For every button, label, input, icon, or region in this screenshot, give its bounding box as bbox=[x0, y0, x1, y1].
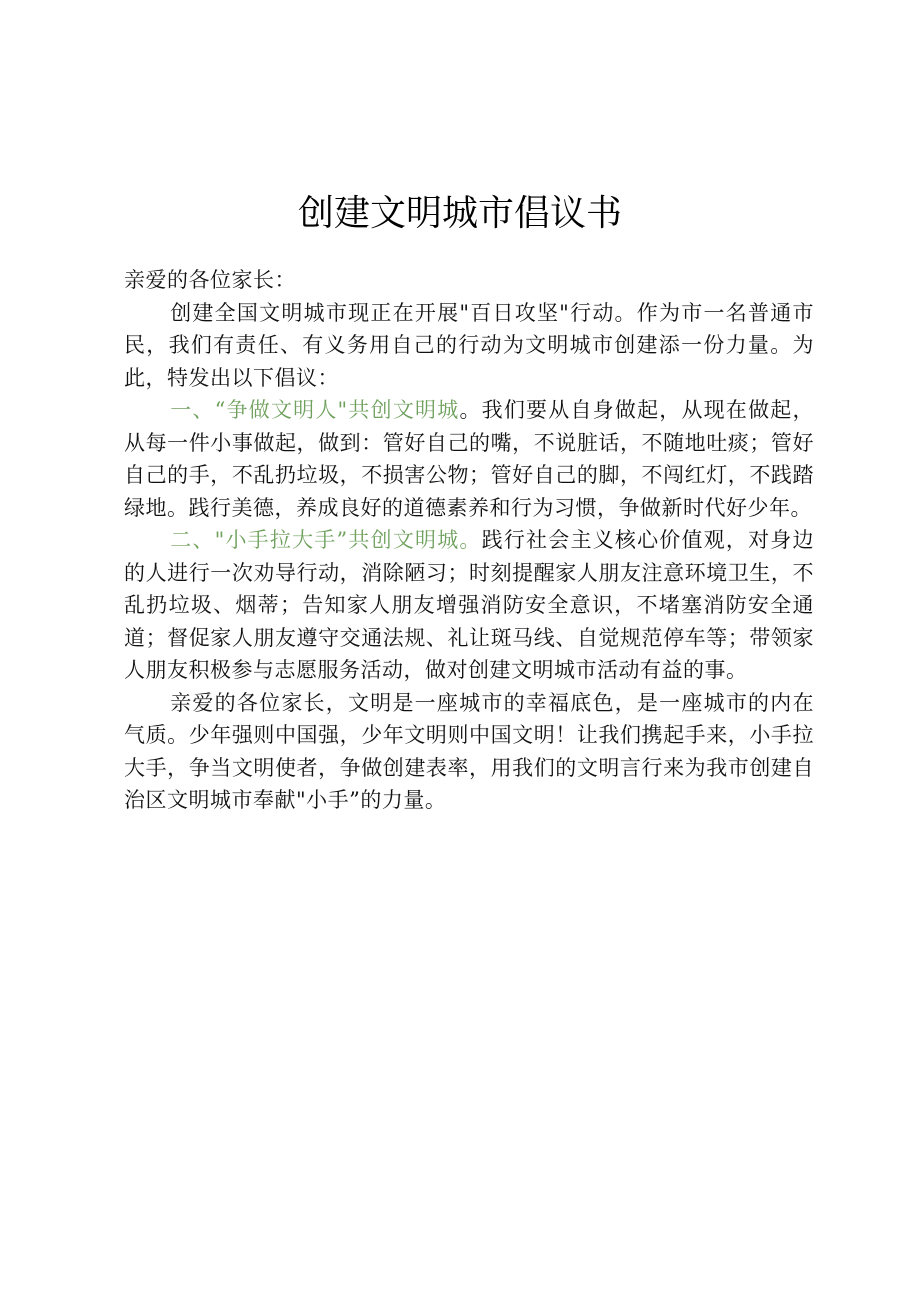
item-1-text: 。我们要从自身做起，从现在做起，从每一件小事做起，做到：管好自己的嘴，不说脏话，不随地吐痰；管好自己的手，不乱扔垃圾，不损害公物；管好自己的脚，不闯红灯，不践踏绿地。践行美德，养成良好的道德素养和行为习惯，争做新时代好少年。 bbox=[124, 398, 814, 520]
item-2-heading: 二、"小手拉大手”共创文明城。 bbox=[170, 528, 482, 552]
document-title: 创建文明城市倡议书 bbox=[297, 193, 622, 234]
closing-paragraph: 亲爱的各位家长，文明是一座城市的幸福底色，是一座城市的内在气质。少年强则中国强，少年文明则中国文明！让我们携起手来，小手拉大手，争当文明使者，争做创建表率，用我们的文明言行来为我市创建自治区文明城市奉献"小手”的力量。 bbox=[124, 690, 814, 812]
document-body bbox=[124, 264, 814, 817]
item-1-heading: 一、“争做文明人"共创文明城 bbox=[170, 398, 460, 422]
salutation: 亲爱的各位家长： bbox=[124, 268, 296, 292]
item-1-paragraph bbox=[124, 394, 814, 524]
item-2-text: 践行社会主义核心价值观，对身边的人进行一次劝导行动，消除陋习；时刻提醒家人朋友注意环境卫生，不乱扔垃圾、烟蒂；告知家人朋友增强消防安全意识，不堵塞消防安全通道；督促家人朋友遵守交通法规、礼让斑马线、自觉规范停车等；带领家人朋友积极参与志愿服务活动，做对创建文明城市活动有益的事。 bbox=[124, 528, 814, 682]
intro-paragraph: 创建全国文明城市现正在开展"百日攻坚"行动。作为市一名普通市民，我们有责任、有义务用自己的行动为文明城市创建添一份力量。为此，特发出以下倡议： bbox=[124, 300, 814, 390]
item-2-paragraph bbox=[124, 524, 814, 687]
